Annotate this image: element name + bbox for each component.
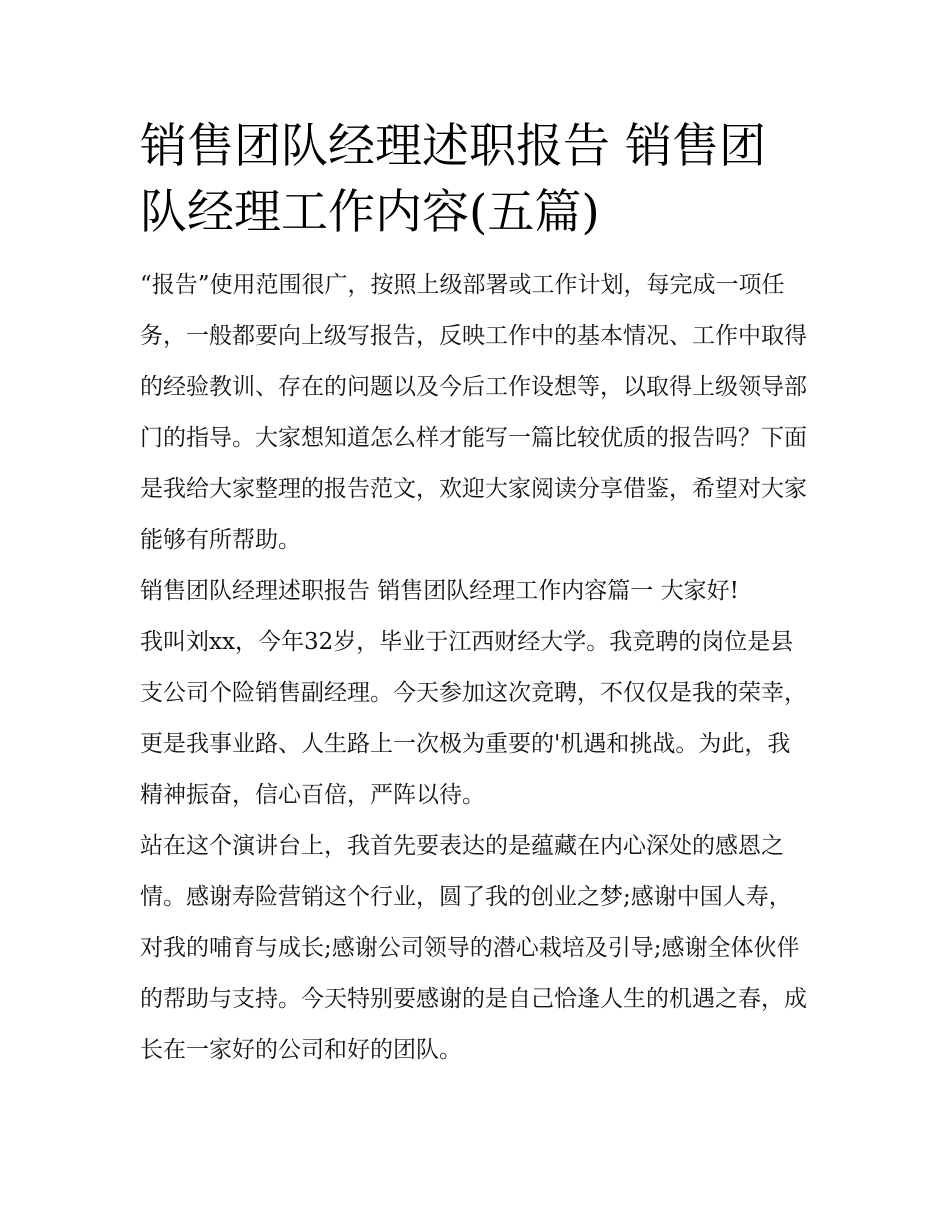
document-title: 销售团队经理述职报告 销售团队经理工作内容(五篇)	[140, 119, 766, 240]
document-body	[140, 114, 812, 1076]
section-heading-paragraph: 销售团队经理述职报告 销售团队经理工作内容篇一 大家好!	[140, 578, 739, 604]
gratitude-paragraph: 站在这个演讲台上，我首先要表达的是蕴藏在内心深处的感恩之情。感谢寿险营销这个行业，圆了我的创业之梦;感谢中国人寿，对我的哺育与成长;感谢公司领导的潜心栽培及引导;感谢全体伙伴的帮助与支持。今天特别要感谢的是自己恰逢人生的机遇之春，成长在一家好的公司和好的团队。	[140, 833, 807, 1063]
self-introduction-paragraph: 我叫刘xx，今年32岁，毕业于江西财经大学。我竞聘的岗位是县支公司个险销售副经理。今天参加这次竞聘，不仅仅是我的荣幸，更是我事业路、人生路上一次极为重要的'机遇和挑战。为此，我精神振奋，信心百倍，严阵以待。	[140, 629, 807, 808]
intro-paragraph: “报告”使用范围很广，按照上级部署或工作计划，每完成一项任务，一般都要向上级写报告，反映工作中的基本情况、工作中取得的经验教训、存在的问题以及今后工作设想等，以取得上级领导部门的指导。大家想知道怎么样才能写一篇比较优质的报告吗？下面是我给大家整理的报告范文，欢迎大家阅读分享借鉴，希望对大家能够有所帮助。	[140, 272, 807, 553]
